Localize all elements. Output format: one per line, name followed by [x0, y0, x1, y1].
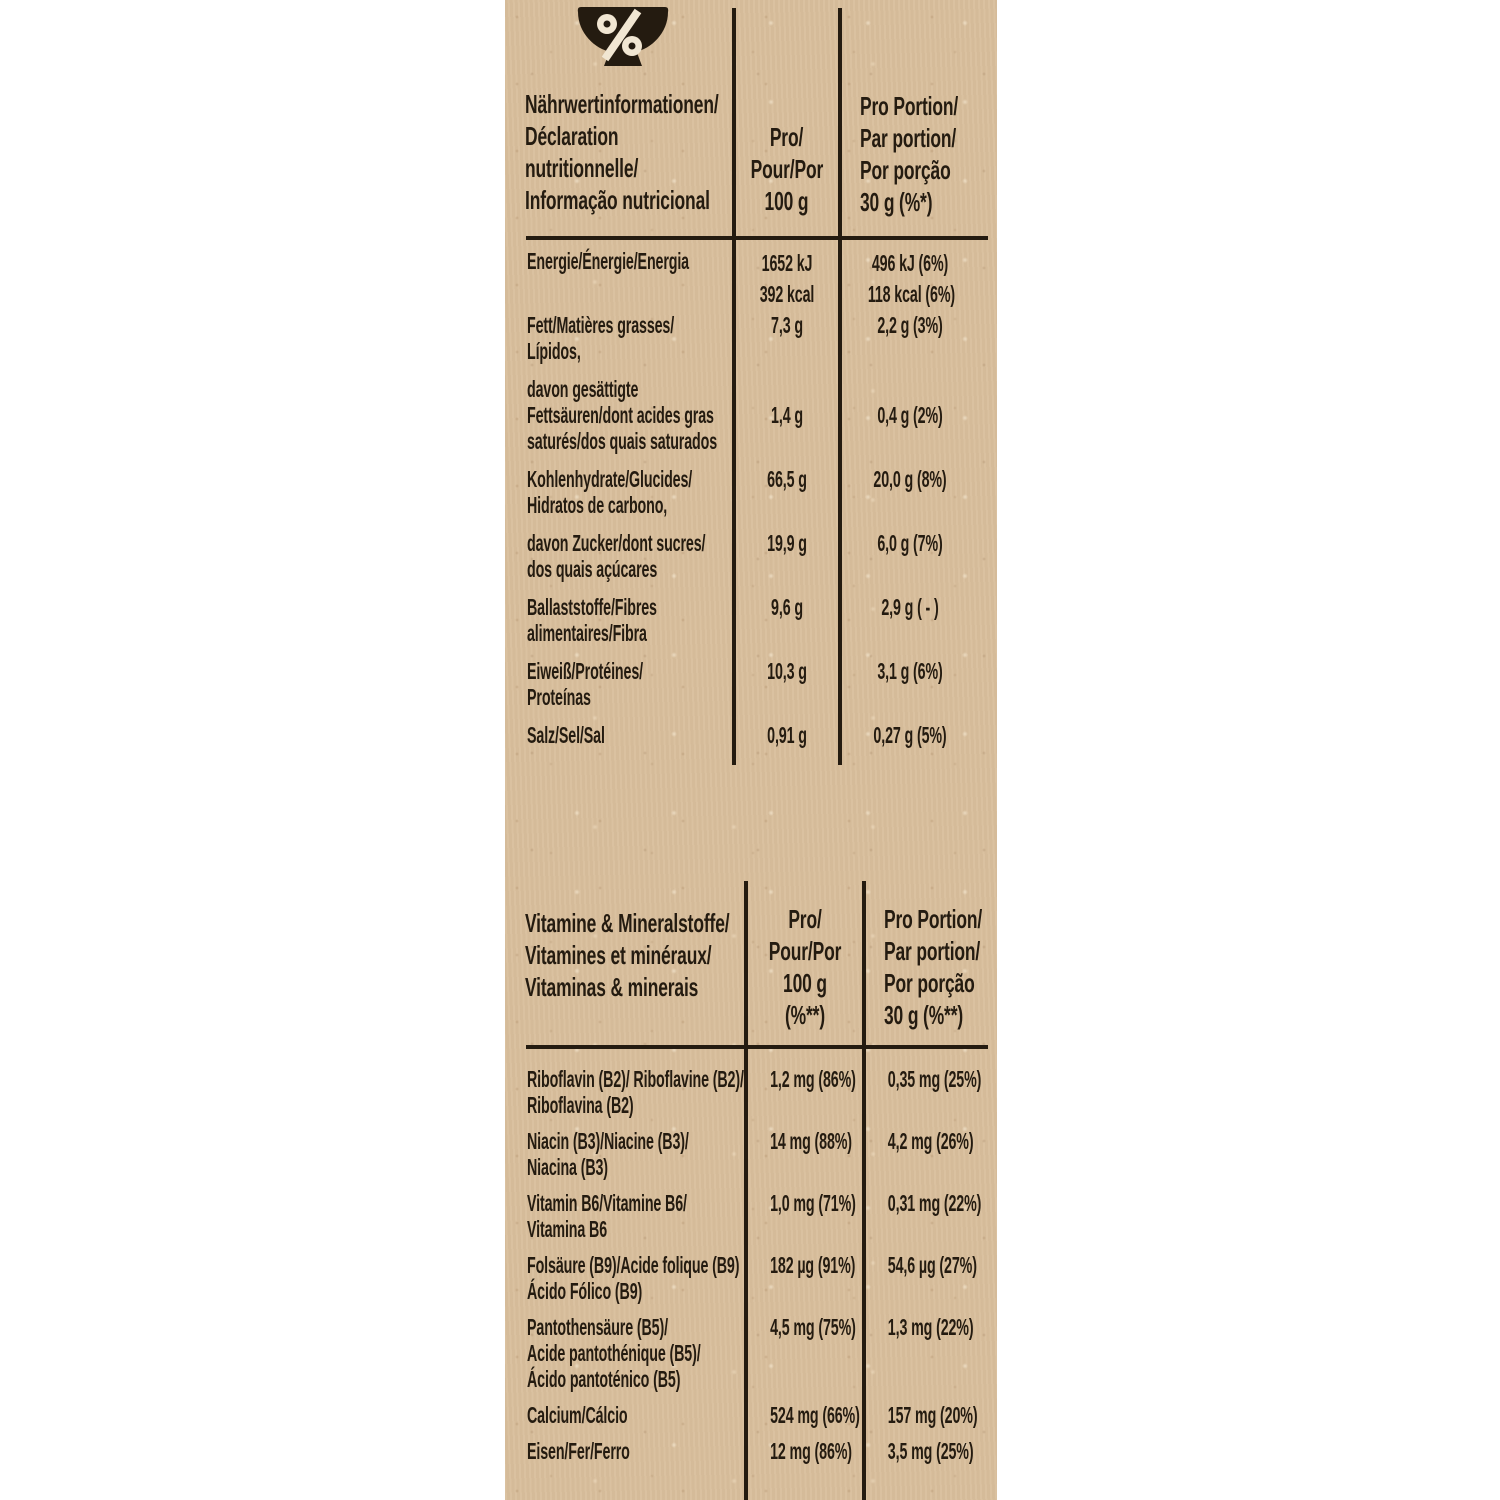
row-label: Niacin (B3)/Niacine (B3)/ — [527, 1128, 689, 1154]
row-label: Ácido Fólico (B9) — [527, 1278, 643, 1304]
header-line: Pro/ — [788, 904, 822, 934]
portion-value: 20,0 g (8%) — [873, 466, 947, 492]
row-pantothenic-acid — [527, 1314, 985, 1392]
row-calcium — [527, 1402, 985, 1428]
row-label: Salz/Sel/Sal — [527, 722, 605, 748]
row-sugars — [527, 530, 985, 582]
row-label: davon Zucker/dont sucres/ — [527, 530, 706, 556]
table2-per100-header — [746, 903, 864, 1031]
header-line: 30 g (%*) — [860, 187, 933, 217]
per100-value: 392 kcal — [759, 281, 815, 307]
portion-value: 6,0 g (7%) — [877, 530, 943, 556]
row-label: Ballaststoffe/Fibres — [527, 594, 657, 620]
row-label: Eisen/Fer/Ferro — [527, 1438, 630, 1464]
row-label: Lípidos, — [527, 338, 581, 364]
row-label: Pantothensäure (B5)/ — [527, 1314, 668, 1340]
row-label: Calcium/Cálcio — [527, 1402, 628, 1428]
per100-value: 1,0 mg (71%) — [770, 1190, 856, 1216]
portion-value: 0,31 mg (22%) — [887, 1190, 982, 1216]
header-line: Pro Portion/ — [884, 904, 983, 934]
portion-value: 157 mg (20%) — [887, 1402, 978, 1428]
row-fibre — [527, 594, 985, 646]
per100-value: 524 mg (66%) — [770, 1402, 860, 1428]
header-line: 100 g — [783, 968, 827, 998]
row-label: Vitamina B6 — [527, 1216, 608, 1242]
portion-value: 496 kJ (6%) — [871, 250, 949, 276]
per100-value: 0,91 g — [767, 722, 807, 748]
table2-title-line: Vitaminas & minerais — [525, 972, 699, 1002]
table2-title — [525, 907, 743, 1003]
per100-value: 1652 kJ — [761, 250, 813, 276]
table1-body — [527, 248, 985, 760]
portion-value: 54,6 µg (27%) — [887, 1252, 977, 1278]
header-line: Pro/ — [769, 122, 804, 152]
portion-value: 0,35 mg (25%) — [887, 1066, 982, 1092]
table1-header-rule — [526, 236, 988, 240]
per100-value: 19,9 g — [767, 530, 807, 556]
table2-title-line: Vitamine & Mineralstoffe/ — [525, 908, 730, 938]
header-line: 30 g (%**) — [884, 1000, 964, 1030]
per100-value: 7,3 g — [771, 312, 803, 338]
per100-value: 1,2 mg (86%) — [770, 1066, 856, 1092]
row-fat — [527, 312, 985, 364]
row-label: davon gesättigte — [527, 376, 639, 402]
row-label: Proteínas — [527, 684, 591, 710]
row-label: Vitamin B6/Vitamine B6/ — [527, 1190, 687, 1216]
per100-value: 9,6 g — [771, 594, 803, 620]
table1-title-line: Informação nutricional — [525, 185, 710, 215]
per100-value: 14 mg (88%) — [770, 1128, 852, 1154]
row-label: Riboflavin (B2)/ Riboflavine (B2)/ — [527, 1066, 744, 1092]
table2-portion-header — [884, 903, 997, 1031]
header-line: Por porção — [860, 155, 951, 185]
row-label: Ácido pantoténico (B5) — [527, 1366, 681, 1392]
header-line: Par portion/ — [860, 123, 957, 153]
row-saturated-fat — [527, 376, 985, 454]
row-label: dos quais açúcares — [527, 556, 658, 582]
header-line: 100 g — [764, 186, 809, 216]
per100-value: 10,3 g — [767, 658, 807, 684]
per100-value: 4,5 mg (75%) — [770, 1314, 856, 1340]
row-label: Niacina (B3) — [527, 1154, 608, 1180]
row-riboflavin — [527, 1066, 985, 1118]
portion-value: 118 kcal (6%) — [867, 281, 956, 307]
row-label: Eiweiß/Protéines/ — [527, 658, 643, 684]
row-label: Folsäure (B9)/Acide folique (B9) — [527, 1252, 740, 1278]
row-energy — [527, 248, 985, 307]
row-folic-acid — [527, 1252, 985, 1304]
header-line: Pour/Por — [750, 154, 824, 184]
row-label: alimentaires/Fibra — [527, 620, 647, 646]
table2-body — [527, 1066, 985, 1474]
portion-value: 0,4 g (2%) — [877, 402, 943, 428]
table1-title — [525, 88, 733, 216]
table1-title-line: Nährwertinformationen/ — [525, 89, 719, 119]
row-label: Hidratos de carbono, — [527, 492, 668, 518]
table1-title-line: nutritionnelle/ — [525, 153, 639, 183]
header-line: Pour/Por — [768, 936, 842, 966]
row-label: Acide pantothénique (B5)/ — [527, 1340, 701, 1366]
nutrition-label — [505, 0, 997, 1500]
per100-value: 12 mg (86%) — [770, 1438, 852, 1464]
table1-per100-header — [733, 121, 840, 217]
portion-value: 0,27 g (5%) — [873, 722, 947, 748]
row-salt — [527, 722, 985, 748]
per100-value: 182 µg (91%) — [770, 1252, 856, 1278]
row-niacin — [527, 1128, 985, 1180]
row-label: Riboflavina (B2) — [527, 1092, 634, 1118]
portion-value: 3,5 mg (25%) — [887, 1438, 974, 1464]
per100-value: 66,5 g — [767, 466, 807, 492]
row-label: Fett/Matières grasses/ — [527, 312, 675, 338]
header-line: Pro Portion/ — [860, 91, 959, 121]
row-label: Fettsäuren/dont acides gras — [527, 402, 714, 428]
row-label: Energie/Énergie/Energia — [527, 248, 689, 274]
row-vitamin-b6 — [527, 1190, 985, 1242]
per100-value: 1,4 g — [771, 402, 803, 428]
row-carbohydrate — [527, 466, 985, 518]
header-line: Por porção — [884, 968, 975, 998]
row-protein — [527, 658, 985, 710]
header-line: (%**) — [785, 1000, 825, 1030]
table1-portion-header — [860, 90, 997, 218]
portion-value: 1,3 mg (22%) — [887, 1314, 974, 1340]
header-line: Par portion/ — [884, 936, 981, 966]
portion-value: 4,2 mg (26%) — [887, 1128, 974, 1154]
portion-value: 2,9 g ( - ) — [881, 594, 939, 620]
row-iron — [527, 1438, 985, 1464]
portion-value: 3,1 g (6%) — [877, 658, 943, 684]
table2-header-rule — [526, 1045, 988, 1049]
percent-bowl-icon — [577, 7, 669, 67]
portion-value: 2,2 g (3%) — [877, 312, 943, 338]
table2-title-line: Vitamines et minéraux/ — [525, 940, 712, 970]
row-label: Kohlenhydrate/Glucides/ — [527, 466, 693, 492]
row-label: saturés/dos quais saturados — [527, 428, 718, 454]
table1-title-line: Déclaration — [525, 121, 619, 151]
